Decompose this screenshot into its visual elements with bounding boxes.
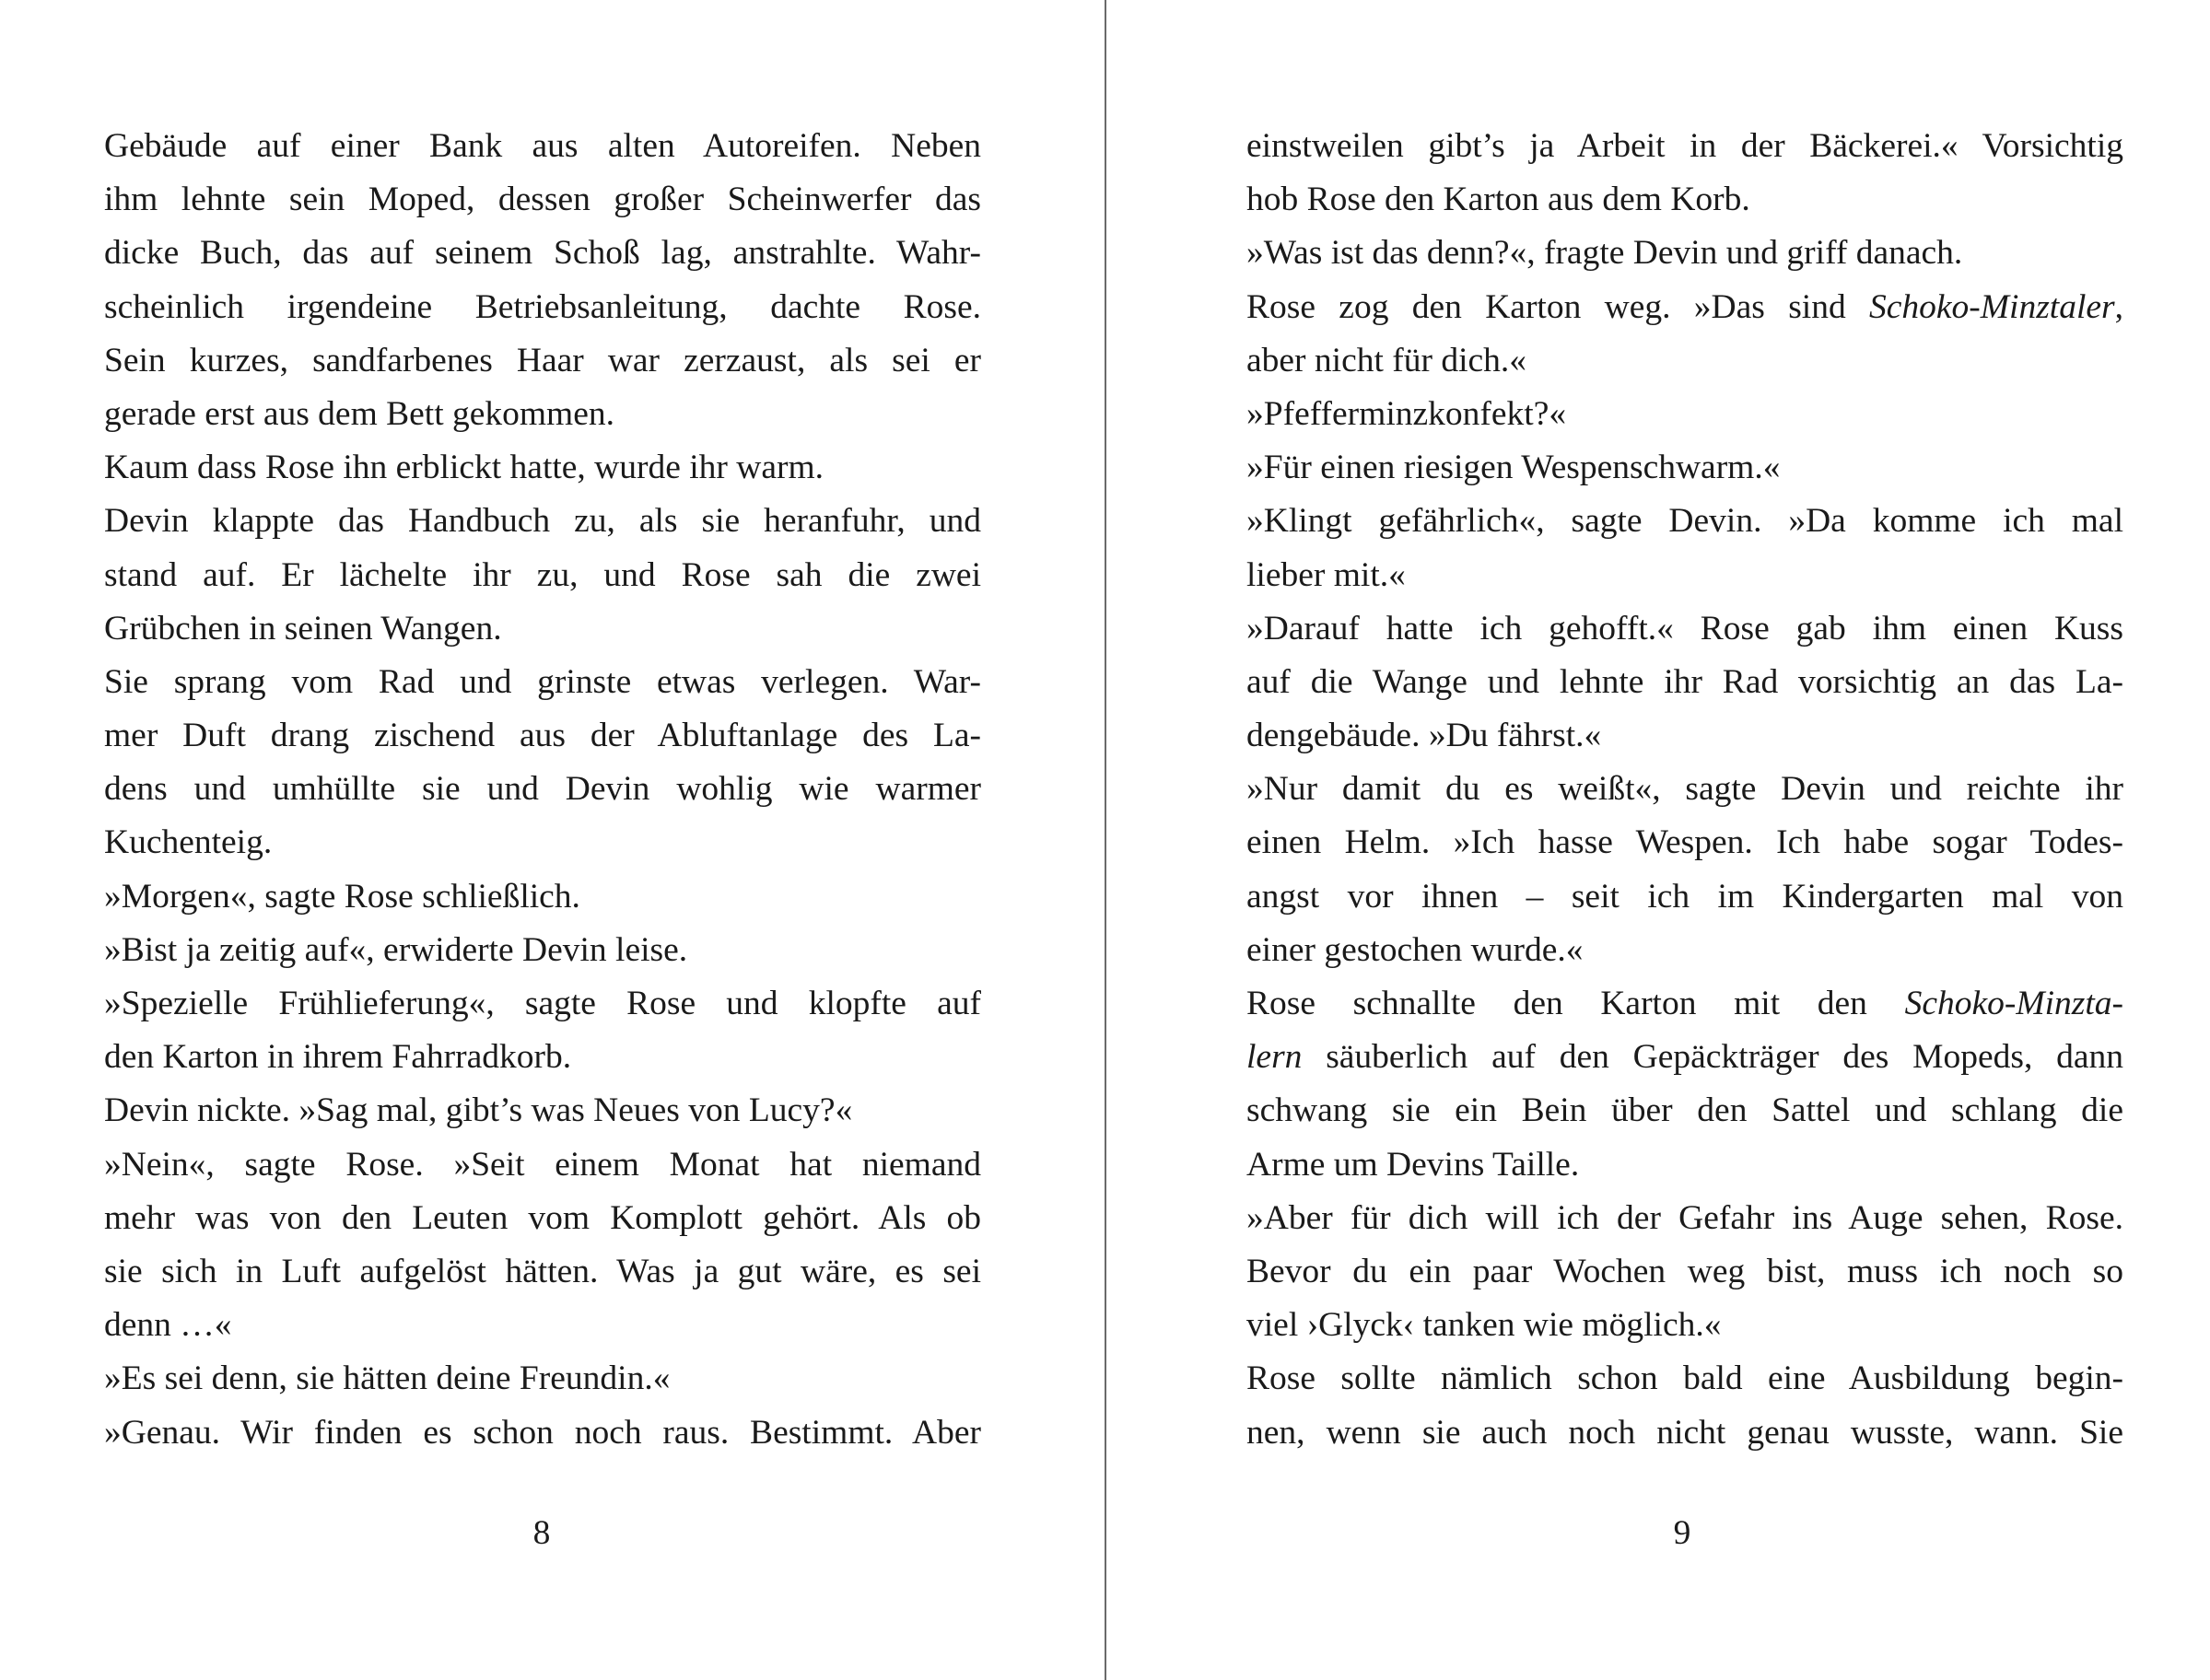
text-line	[1246, 549, 2123, 602]
right-page-number: 9	[1673, 1514, 1691, 1552]
text-line	[1246, 227, 2123, 280]
text-span: Bevor du ein paar Wochen weg bist, muss ich noch so	[1246, 1252, 2123, 1290]
text-line	[1246, 1245, 2123, 1299]
text-span: Grübchen in seinen Wangen.	[104, 609, 502, 648]
text-line	[104, 1138, 981, 1192]
text-line	[104, 870, 981, 924]
text-line	[104, 1299, 981, 1352]
text-span: Arme um Devins Taille.	[1246, 1145, 1580, 1184]
text-line	[1246, 120, 2123, 173]
text-span: Sie sprang vom Rad und grinste etwas verlegen. War-	[104, 662, 981, 701]
text-span: Rose sollte nämlich schon bald eine Ausbildung begin-	[1246, 1359, 2123, 1398]
text-span: einer gestochen wurde.«	[1246, 930, 1584, 969]
text-line	[1246, 816, 2123, 869]
left-page-text	[104, 120, 981, 1460]
text-span: mer Duft drang zischend aus der Abluftanlage des La-	[104, 717, 981, 755]
text-line	[104, 763, 981, 816]
text-line	[1246, 388, 2123, 441]
text-line	[104, 1084, 981, 1138]
text-line	[104, 549, 981, 602]
text-line	[1246, 1352, 2123, 1406]
text-span: stand auf. Er lächelte ihr zu, und Rose sah die zwei	[104, 555, 981, 594]
text-line	[104, 656, 981, 709]
text-span: einen Helm. »Ich hasse Wespen. Ich habe sogar Todes-	[1246, 823, 2123, 862]
text-span: dengebäude. »Du fährst.«	[1246, 717, 1602, 755]
text-line	[104, 388, 981, 441]
text-line	[1246, 870, 2123, 924]
text-line	[104, 1245, 981, 1299]
text-line	[1246, 334, 2123, 388]
text-span: Rose zog den Karton weg. »Das sind	[1246, 287, 1870, 326]
text-span: sie sich in Luft aufgelöst hätten. Was ja gut wäre, es sei	[104, 1252, 981, 1290]
text-line	[104, 1352, 981, 1406]
text-span: »Darauf hatte ich gehofft.« Rose gab ihm einen Kuss	[1246, 609, 2123, 648]
text-span: dens und umhüllte sie und Devin wohlig wie warmer	[104, 770, 981, 809]
text-line	[104, 816, 981, 869]
text-line	[104, 602, 981, 656]
text-span: mehr was von den Leuten vom Komplott gehört. Als ob	[104, 1198, 981, 1237]
text-line	[104, 1192, 981, 1245]
text-span: »Nur damit du es weißt«, sagte Devin und reichte ihr	[1246, 770, 2123, 809]
text-span: »Aber für dich will ich der Gefahr ins Auge sehen, Rose.	[1246, 1198, 2123, 1237]
text-span: »Nein«, sagte Rose. »Seit einem Monat hat niemand	[104, 1145, 981, 1184]
text-span: Sein kurzes, sandfarbenes Haar war zerzaust, als sei er	[104, 341, 981, 379]
right-page-text	[1246, 120, 2123, 1460]
text-line	[1246, 1138, 2123, 1192]
text-span: Devin klappte das Handbuch zu, als sie heranfuhr, und	[104, 502, 981, 541]
text-span: einstweilen gibt’s ja Arbeit in der Bäckerei.« Vorsichtig	[1246, 127, 2123, 165]
text-line	[104, 334, 981, 388]
text-span: lieber mit.«	[1246, 555, 1406, 594]
page-gutter-divider	[1105, 0, 1106, 1680]
text-line	[1246, 924, 2123, 977]
text-span: »Morgen«, sagte Rose schließlich.	[104, 877, 580, 916]
text-line	[1246, 1084, 2123, 1138]
text-line	[104, 227, 981, 280]
text-span: »Für einen riesigen Wespenschwarm.«	[1246, 449, 1781, 487]
text-span: gerade erst aus dem Bett gekommen.	[104, 394, 614, 433]
text-line	[104, 1406, 981, 1460]
text-line	[1246, 173, 2123, 227]
text-line	[104, 441, 981, 495]
text-span: den Karton in ihrem Fahrradkorb.	[104, 1038, 572, 1077]
text-span: aber nicht für dich.«	[1246, 341, 1527, 379]
text-line	[1246, 602, 2123, 656]
text-line	[1246, 495, 2123, 548]
text-line	[104, 709, 981, 763]
text-span: Rose schnallte den Karton mit den	[1246, 985, 1905, 1022]
text-span: denn …«	[104, 1306, 232, 1345]
text-line	[1246, 1031, 2123, 1084]
text-span: »Spezielle Frühlieferung«, sagte Rose und klopfte auf	[104, 985, 981, 1022]
text-line	[104, 924, 981, 977]
text-span: angst vor ihnen – seit ich im Kindergarten mal von	[1246, 877, 2123, 916]
text-span: auf die Wange und lehnte ihr Rad vorsichtig an das La-	[1246, 662, 2123, 701]
text-span: »Klingt gefährlich«, sagte Devin. »Da komme ich mal	[1246, 502, 2123, 541]
text-span: »Genau. Wir finden es schon noch raus. Bestimmt. Aber	[104, 1413, 981, 1452]
text-line	[104, 281, 981, 334]
text-span: viel ›Glyck‹ tanken wie möglich.«	[1246, 1306, 1722, 1345]
text-span: ,	[2114, 287, 2123, 326]
text-span: schwang sie ein Bein über den Sattel und schlang die	[1246, 1091, 2123, 1130]
italic-text: Schoko-Minzta-	[1904, 985, 2123, 1022]
text-span: Kaum dass Rose ihn erblickt hatte, wurde ihr warm.	[104, 449, 824, 487]
text-line	[1246, 1406, 2123, 1460]
text-span: »Pfefferminzkonfekt?«	[1246, 394, 1567, 433]
text-span: hob Rose den Karton aus dem Korb.	[1246, 181, 1750, 219]
text-line	[1246, 763, 2123, 816]
italic-text: lern	[1246, 1038, 1303, 1077]
left-page-number: 8	[532, 1514, 551, 1552]
text-line	[1246, 656, 2123, 709]
text-line	[1246, 281, 2123, 334]
text-line	[1246, 1299, 2123, 1352]
text-line	[104, 977, 981, 1031]
text-line	[1246, 977, 2123, 1031]
text-span: ihm lehnte sein Moped, dessen großer Scheinwerfer das	[104, 181, 981, 219]
text-line	[104, 173, 981, 227]
text-span: Gebäude auf einer Bank aus alten Autoreifen. Neben	[104, 127, 981, 165]
text-span: »Es sei denn, sie hätten deine Freundin.«	[104, 1359, 671, 1398]
italic-text: Schoko-Minztaler	[1869, 287, 2115, 326]
text-line	[104, 495, 981, 548]
text-span: dicke Buch, das auf seinem Schoß lag, anstrahlte. Wahr-	[104, 234, 981, 273]
text-line	[104, 120, 981, 173]
text-span: nen, wenn sie auch noch nicht genau wusste, wann. Sie	[1246, 1413, 2123, 1452]
text-span: säuberlich auf den Gepäckträger des Mopeds, dann	[1302, 1038, 2123, 1077]
text-span: scheinlich irgendeine Betriebsanleitung, dachte Rose.	[104, 287, 981, 326]
text-span: Kuchenteig.	[104, 823, 273, 862]
text-span: »Bist ja zeitig auf«, erwiderte Devin leise.	[104, 930, 688, 969]
text-line	[104, 1031, 981, 1084]
text-line	[1246, 709, 2123, 763]
text-span: »Was ist das denn?«, fragte Devin und griff danach.	[1246, 234, 1963, 273]
text-line	[1246, 441, 2123, 495]
text-span: Devin nickte. »Sag mal, gibt’s was Neues von Lucy?«	[104, 1091, 853, 1130]
text-line	[1246, 1192, 2123, 1245]
